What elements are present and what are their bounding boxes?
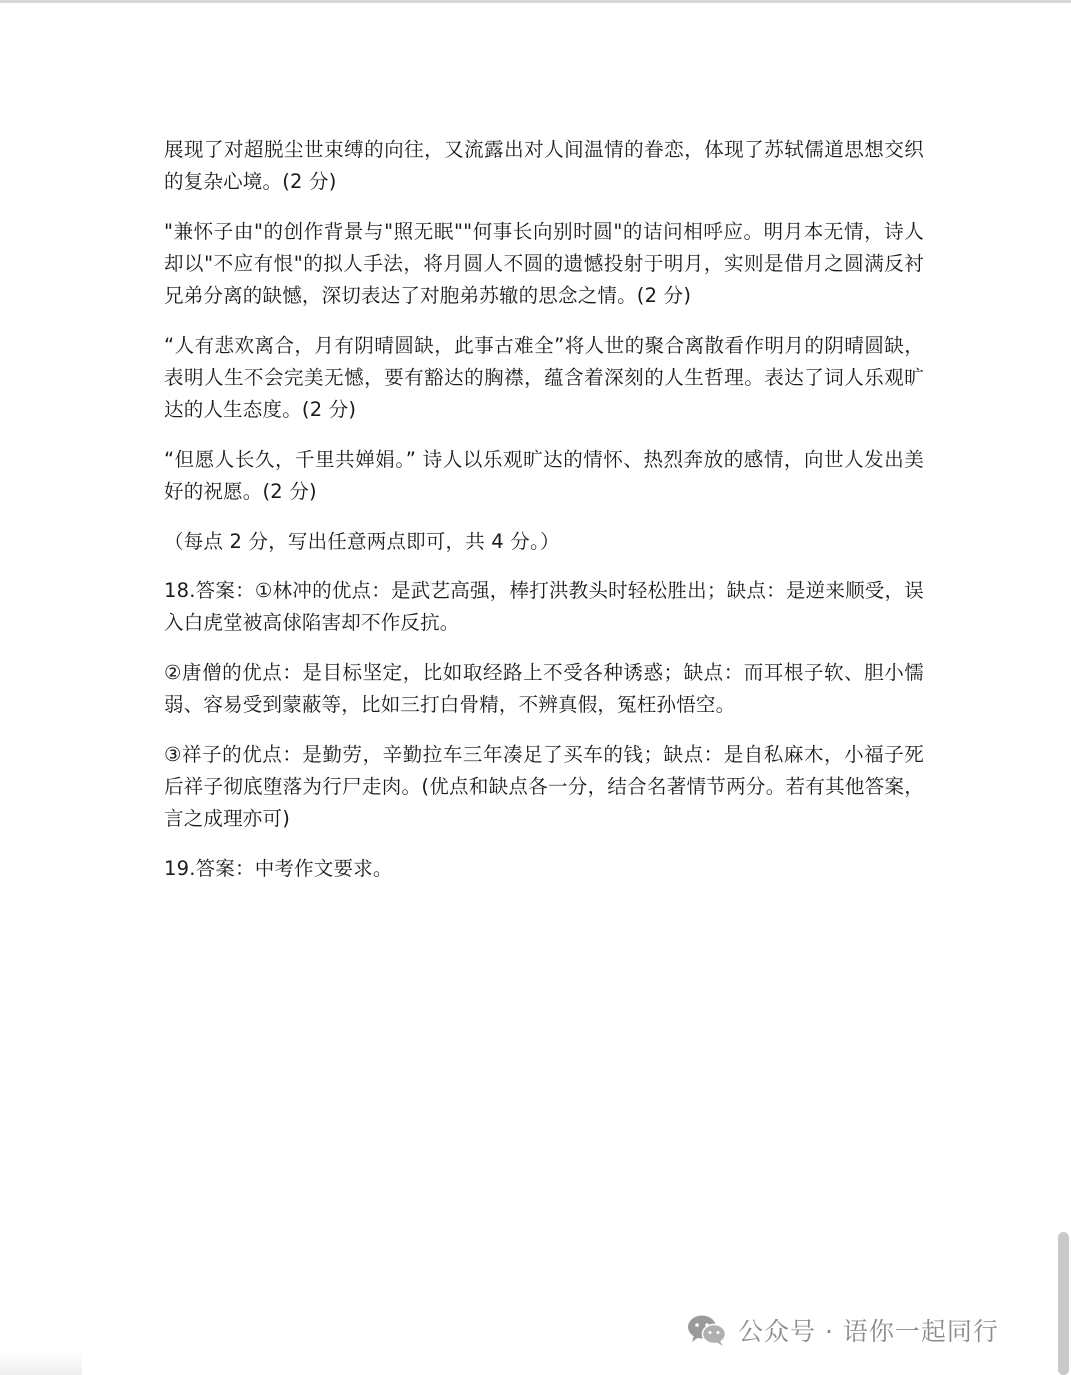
document-body [164, 134, 924, 903]
top-divider [0, 0, 1071, 3]
answer-18-lin-chong: 18.答案：①林冲的优点：是武艺高强，棒打洪教头时轻松胜出；缺点：是逆来顺受，误入白虎堂被高俅陷害却不作反抗。 [164, 579, 924, 634]
paragraph-1: 展现了对超脱尘世束缚的向往，又流露出对人间温情的眷恋，体现了苏轼儒道思想交织的复杂心境。(2 分) [164, 138, 924, 193]
answer-19: 19.答案：中考作文要求。 [164, 857, 393, 880]
wechat-icon [686, 1313, 728, 1347]
paragraph-4: “但愿人长久，千里共婵娟。” 诗人以乐观旷达的情怀、热烈奔放的感情，向世人发出美好的祝愿。(2 分) [164, 448, 924, 503]
answer-18-tang-seng: ②唐僧的优点：是目标坚定，比如取经路上不受各种诱惑；缺点：而耳根子软、胆小懦弱、容易受到蒙蔽等，比如三打白骨精，不辨真假，冤枉孙悟空。 [164, 661, 924, 716]
paragraph-2: "兼怀子由"的创作背景与"照无眠""何事长向别时圆"的诘问相呼应。明月本无情，诗人却以"不应有恨"的拟人手法，将月圆人不圆的遗憾投射于明月，实则是借月之圆满反衬兄弟分离的缺憾，深切表达了对胞弟苏辙的思念之情。(2 分) [164, 220, 924, 307]
scoring-note: （每点 2 分，写出任意两点即可，共 4 分。） [164, 530, 560, 553]
watermark-text: 公众号 · 语你一起同行 [738, 1317, 999, 1346]
paragraph-3: “人有悲欢离合，月有阴晴圆缺，此事古难全”将人世的聚合离散看作明月的阴晴圆缺，表明人生不会完美无憾，要有豁达的胸襟，蕴含着深刻的人生哲理。表达了词人乐观旷达的人生态度。(2 分) [164, 334, 924, 421]
bottom-edge-shade [0, 1351, 82, 1375]
watermark [686, 1310, 999, 1350]
scrollbar-thumb[interactable] [1058, 1232, 1069, 1375]
answer-18-xiangzi: ③祥子的优点：是勤劳，辛勤拉车三年凑足了买车的钱；缺点：是自私麻木，小福子死后祥子彻底堕落为行尸走肉。(优点和缺点各一分，结合名著情节两分。若有其他答案，言之成理亦可) [164, 743, 924, 830]
